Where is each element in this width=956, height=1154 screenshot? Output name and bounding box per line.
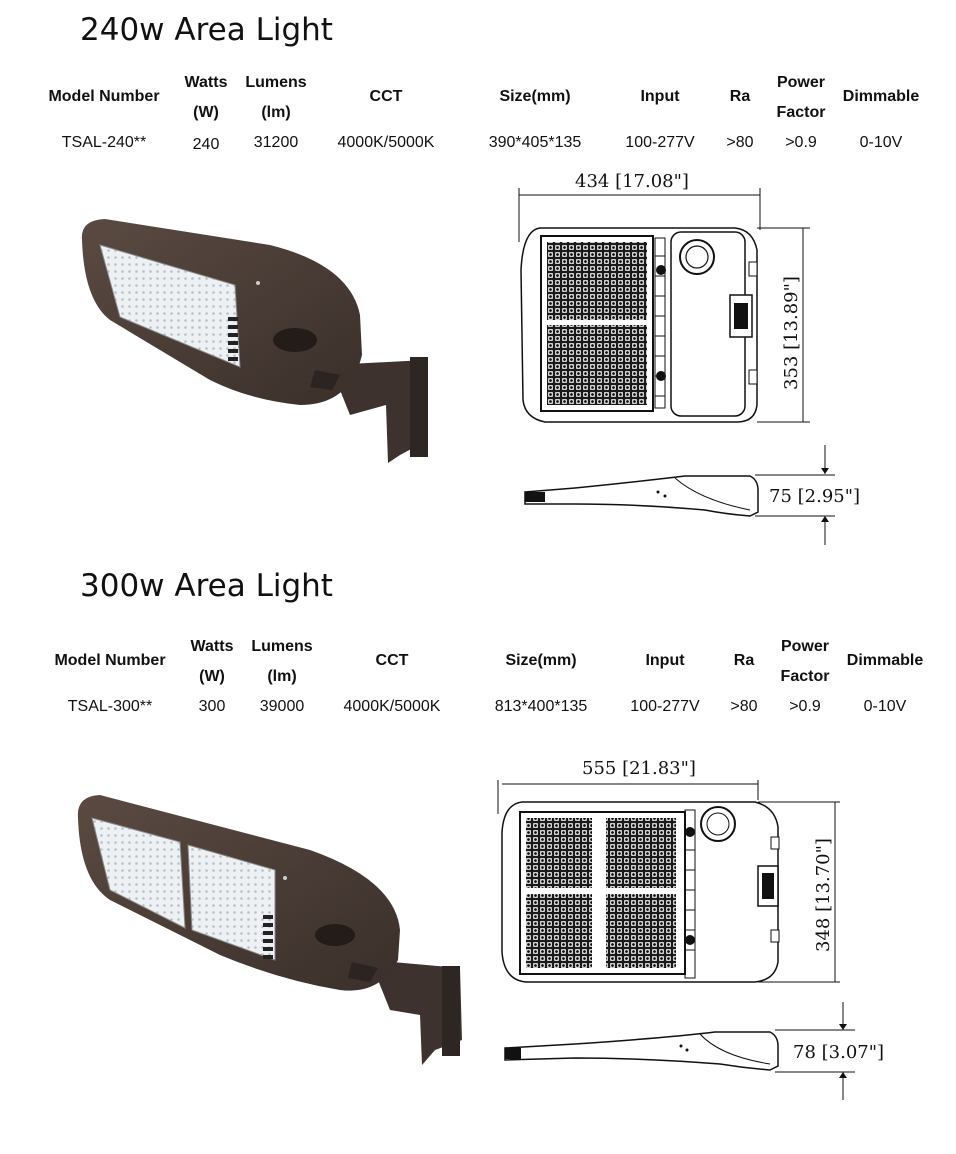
- cell-dimmable: 0-10V: [863, 698, 907, 715]
- col-header-pf-2: Factor: [780, 668, 830, 685]
- spec-table: [0, 68, 956, 158]
- cell-size: 813*400*135: [494, 698, 588, 715]
- cell-model: TSAL-240**: [61, 134, 147, 151]
- col-header-lumens-2: (lm): [261, 104, 291, 121]
- col-header-cct: CCT: [369, 88, 403, 105]
- col-header-model: Model Number: [48, 88, 160, 105]
- width-dimension: 555 [21.83"]: [582, 758, 696, 779]
- col-header-size: Size(mm): [505, 652, 577, 669]
- col-header-pf-1: Power: [780, 638, 829, 655]
- cell-watts: 300: [198, 698, 226, 715]
- height-dimension: 78 [3.07"]: [793, 1042, 885, 1063]
- cell-model: TSAL-300**: [67, 698, 153, 715]
- col-header-lumens-1: Lumens: [245, 74, 307, 91]
- cell-input: 100-277V: [630, 698, 700, 715]
- cell-watts: 240: [192, 136, 220, 153]
- cell-ra: >80: [730, 698, 758, 715]
- col-header-watts-2: (W): [193, 104, 219, 121]
- section-title: 240w Area Light: [80, 12, 333, 48]
- cell-input: 100-277V: [625, 134, 695, 151]
- section-240w: [0, 0, 956, 560]
- col-header-dimmable: Dimmable: [846, 652, 924, 669]
- cell-cct: 4000K/5000K: [337, 134, 435, 151]
- col-header-ra: Ra: [729, 88, 751, 105]
- col-header-watts-1: Watts: [184, 74, 228, 91]
- depth-dimension: 348 [13.70"]: [813, 838, 834, 952]
- product-photo-300w: [70, 790, 470, 1070]
- col-header-cct: CCT: [375, 652, 409, 669]
- spec-table: [0, 632, 956, 722]
- cell-pf: >0.9: [785, 134, 817, 151]
- top-view-drawing-300w: [490, 752, 850, 992]
- col-header-input: Input: [645, 652, 685, 669]
- side-view-drawing-300w: [495, 1000, 905, 1110]
- product-photo-240w: [70, 205, 440, 475]
- col-header-pf-1: Power: [776, 74, 825, 91]
- cell-pf: >0.9: [789, 698, 821, 715]
- col-header-ra: Ra: [733, 652, 755, 669]
- cell-size: 390*405*135: [488, 134, 582, 151]
- section-300w: [0, 560, 956, 1154]
- col-header-lumens-1: Lumens: [251, 638, 313, 655]
- col-header-pf-2: Factor: [776, 104, 826, 121]
- depth-dimension: 353 [13.89"]: [781, 276, 802, 390]
- width-dimension: 434 [17.08"]: [575, 171, 689, 192]
- col-header-dimmable: Dimmable: [842, 88, 920, 105]
- cell-dimmable: 0-10V: [859, 134, 903, 151]
- cell-ra: >80: [726, 134, 754, 151]
- col-header-size: Size(mm): [499, 88, 571, 105]
- height-dimension: 75 [2.95"]: [769, 486, 861, 507]
- col-header-model: Model Number: [54, 652, 166, 669]
- cell-lumens: 31200: [253, 134, 299, 151]
- col-header-watts-1: Watts: [190, 638, 234, 655]
- col-header-lumens-2: (lm): [267, 668, 297, 685]
- side-view-drawing-240w: [515, 440, 895, 550]
- cell-lumens: 39000: [259, 698, 305, 715]
- section-title: 300w Area Light: [80, 568, 333, 604]
- cell-cct: 4000K/5000K: [343, 698, 441, 715]
- col-header-watts-2: (W): [199, 668, 225, 685]
- col-header-input: Input: [640, 88, 680, 105]
- top-view-drawing-240w: [505, 160, 825, 435]
